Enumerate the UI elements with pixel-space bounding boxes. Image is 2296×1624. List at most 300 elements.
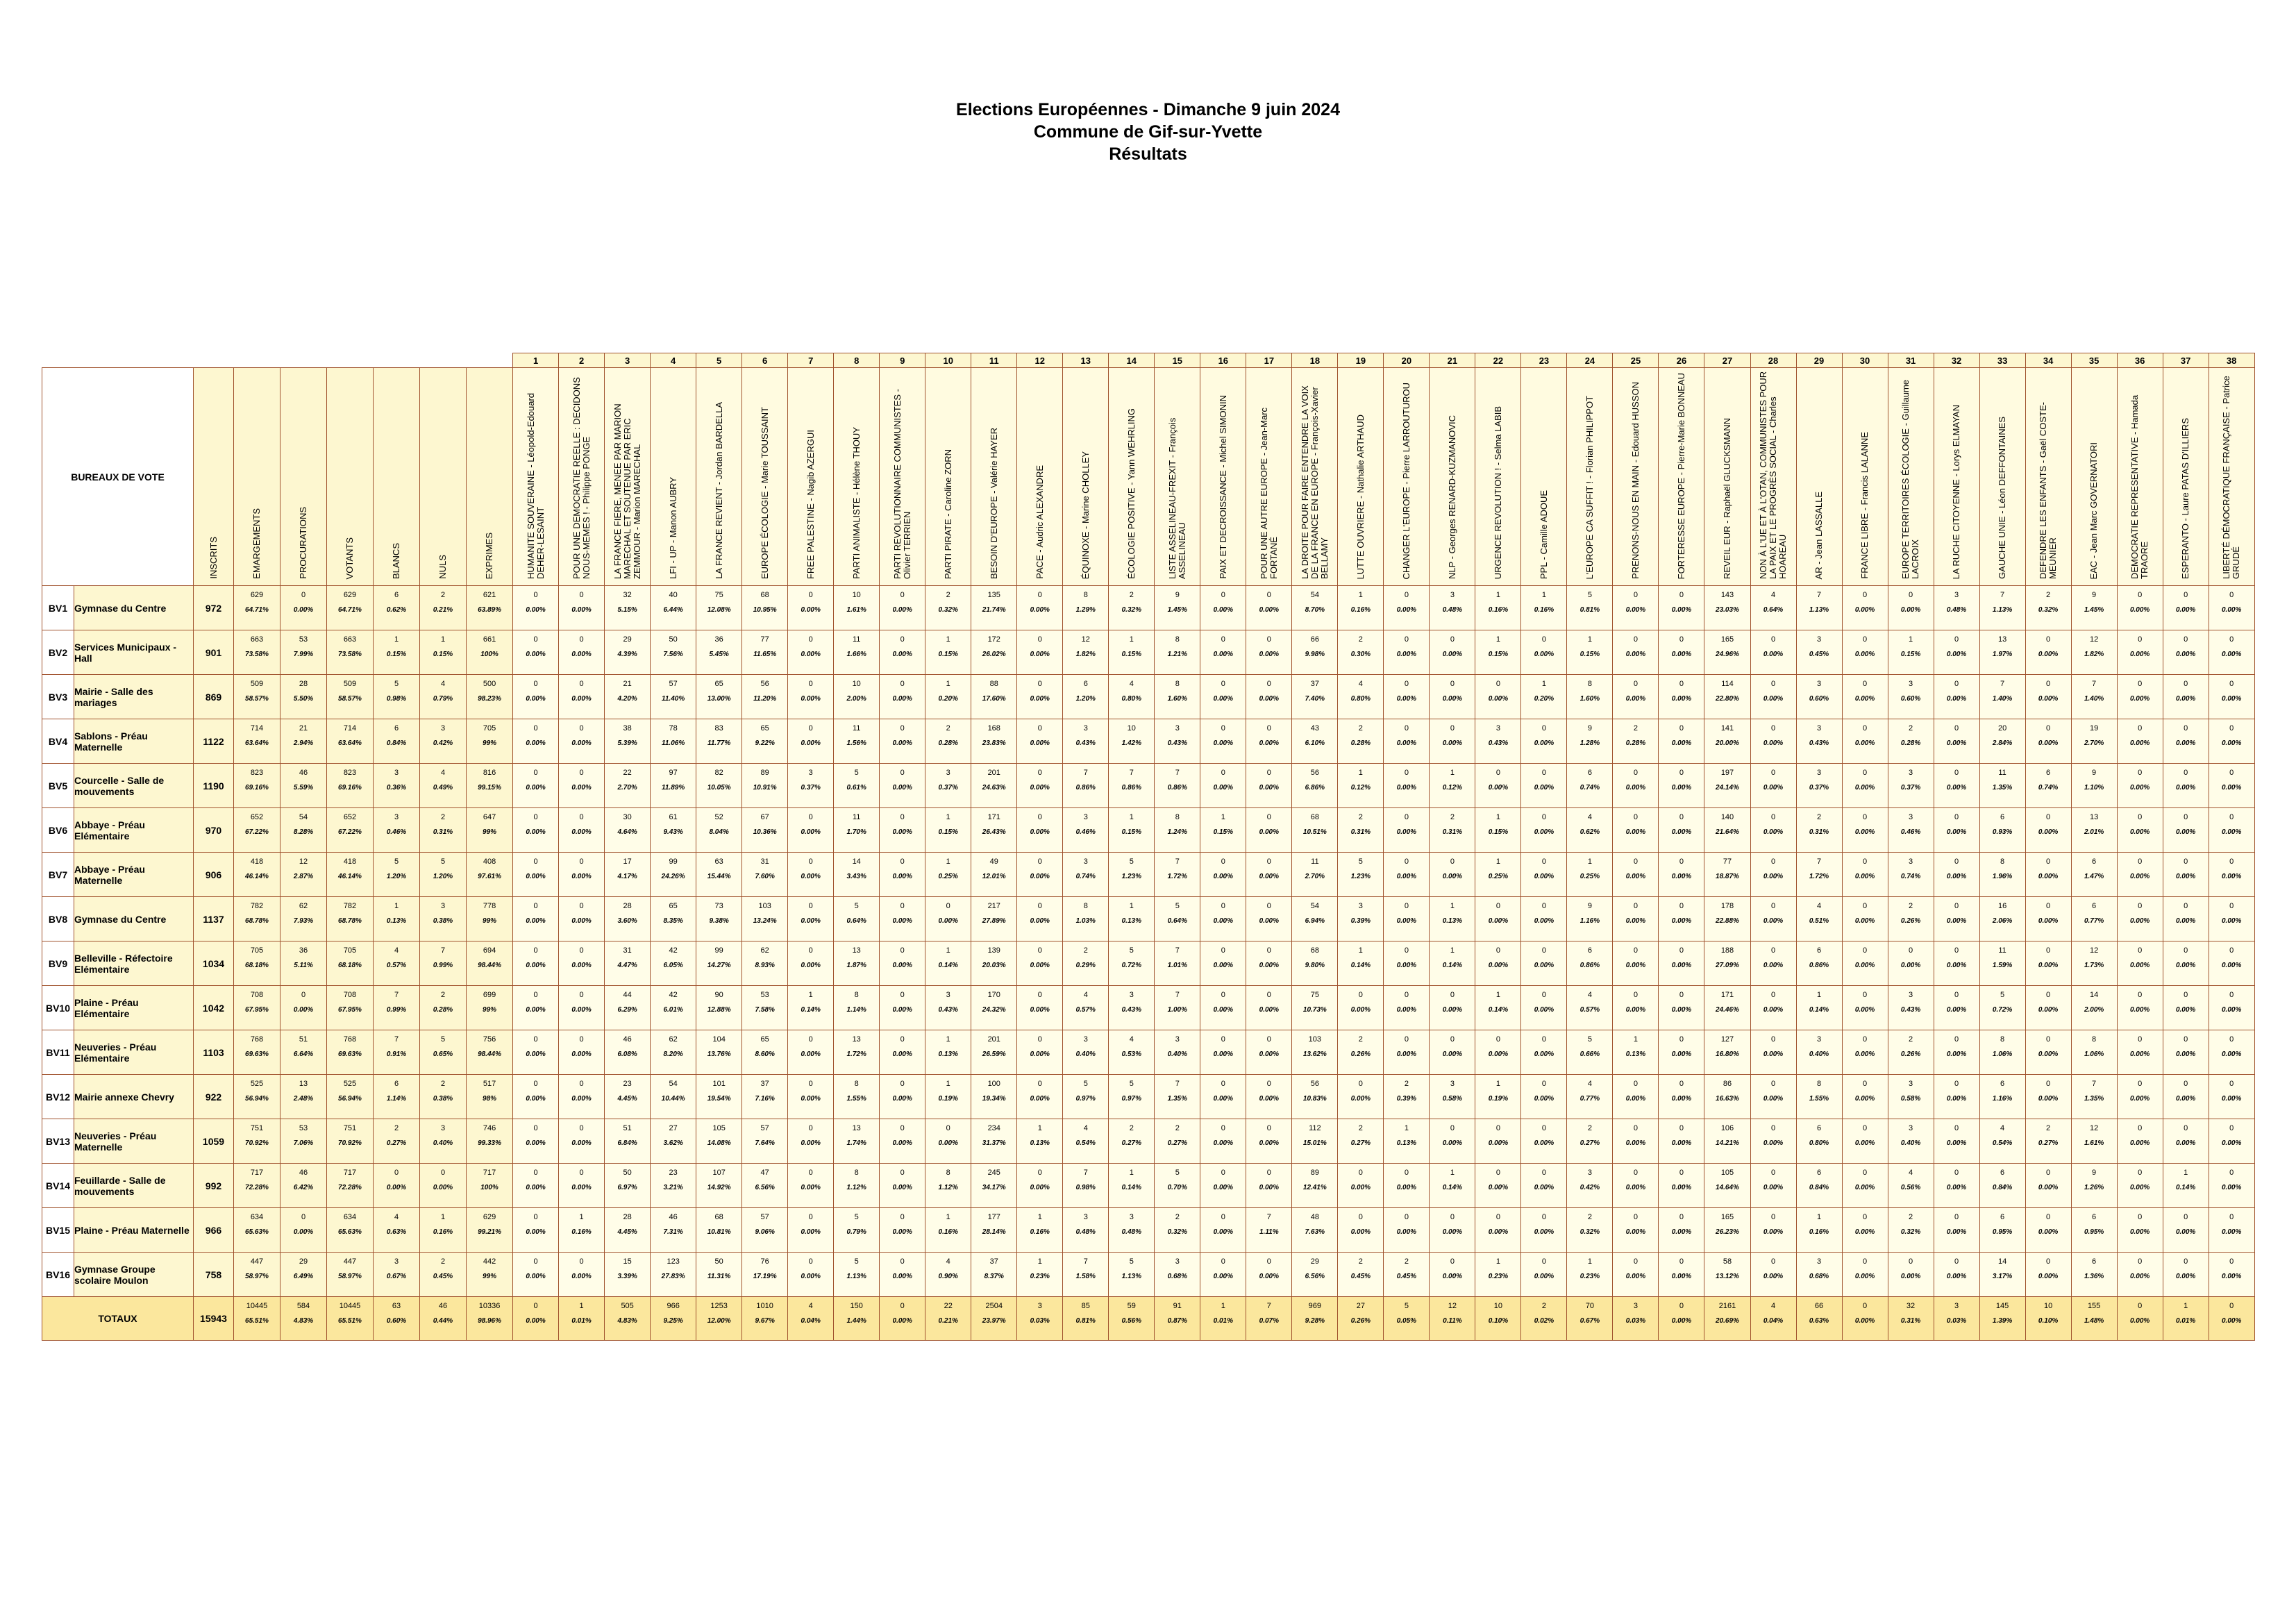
result-cell [1384,630,1430,675]
result-cell [1338,853,1384,897]
result-cell [234,808,280,853]
result-value: 150 [850,1302,863,1310]
result-percent: 24.96% [1716,651,1739,658]
result-value: 1 [1633,1035,1639,1044]
result-value: 0 [1679,857,1684,866]
result-percent: 0.56% [1121,1317,1141,1325]
inscrits-value: 966 [194,1208,234,1253]
list-number: 25 [1613,353,1659,368]
result-cell [1521,897,1567,941]
result-percent: 0.00% [892,1184,912,1191]
result-value: 10445 [339,1302,361,1310]
result-value: 2161 [1718,1302,1736,1310]
result-value: 0 [2138,1124,2143,1132]
table-row [42,1075,2255,1119]
result-cell [280,764,327,808]
result-cell [788,853,834,897]
result-cell [2025,986,2071,1030]
result-value: 0 [1862,1213,1868,1221]
list-column-label: EAC - Jean Marc GOVERNATORI [2088,442,2100,579]
result-percent: 13.00% [707,695,731,703]
result-cell [1155,675,1200,719]
result-value: 46 [438,1302,448,1310]
result-percent: 0.00% [571,1006,592,1014]
result-value: 0 [1221,1257,1225,1266]
result-cell [2117,853,2163,897]
result-value: 61 [669,813,678,821]
result-percent: 68.18% [338,962,362,969]
stat-column-header [280,368,327,586]
result-value: 0 [1358,991,1363,999]
result-value: 0 [579,1257,584,1266]
result-value: 0 [1633,1124,1639,1132]
inscrits-value: 992 [194,1164,234,1208]
result-percent: 0.28% [938,739,958,747]
list-number: 8 [834,353,880,368]
result-cell [651,808,696,853]
result-cell [1567,675,1613,719]
result-value: 5 [1404,1302,1409,1310]
result-value: 0 [2229,724,2234,733]
list-column-header [605,368,651,586]
result-percent: 0.77% [2084,917,2104,925]
result-percent: 0.00% [2175,1006,2196,1014]
result-value: 0 [1679,724,1684,733]
result-value: 0 [808,1169,813,1177]
stat-column-header [374,368,420,586]
result-cell [1292,630,1338,675]
stat-column-label: NULS [437,555,448,579]
result-cell [1750,764,1796,808]
result-cell [1842,1119,1888,1164]
result-value: 0 [1954,813,1959,821]
result-value: 0 [1633,635,1639,644]
result-cell [925,719,971,764]
result-cell [2209,586,2254,630]
result-percent: 0.00% [892,1317,912,1325]
result-percent: 1.82% [2084,651,2104,658]
result-value: 0 [808,946,813,955]
result-value: 0 [1495,769,1500,777]
result-percent: 0.01% [571,1317,592,1325]
result-cell [467,1297,513,1341]
result-percent: 1.58% [1075,1273,1096,1280]
result-percent: 0.16% [1488,606,1509,614]
result-value: 751 [250,1124,264,1132]
result-value: 3 [1083,1035,1088,1044]
result-cell [1384,808,1430,853]
result-percent: 0.00% [1213,1184,1233,1191]
list-column-label: EUROPE TERRITOIRES ÉCOLOGIE - Guillaume LACROIX [1900,379,1921,579]
result-cell [1613,586,1659,630]
result-value: 1 [1358,591,1363,599]
result-value: 0 [2046,991,2051,999]
result-value: 1010 [756,1302,773,1310]
result-value: 4 [1083,991,1088,999]
result-value: 0 [1633,591,1639,599]
results-table [42,353,2255,1341]
result-cell [1246,1030,1292,1075]
list-column-label: LUTTE OUVRIERE - Nathalie ARTHAUD [1355,414,1366,579]
result-cell [880,1164,925,1208]
result-cell [1200,1075,1246,1119]
result-cell [788,897,834,941]
result-cell [1338,719,1384,764]
result-cell [1017,630,1063,675]
result-percent: 0.00% [2129,917,2150,925]
result-cell [467,719,513,764]
result-cell [1521,808,1567,853]
result-cell [374,1253,420,1297]
inscrits-value: 1103 [194,1030,234,1075]
result-value: 6 [2046,769,2051,777]
result-cell [1338,1297,1384,1341]
result-value: 13 [1997,635,2007,644]
result-percent: 0.68% [1809,1273,1829,1280]
result-cell [1888,586,1934,630]
result-value: 0 [1541,1257,1546,1266]
result-percent: 0.26% [1900,917,1921,925]
list-number: 3 [605,353,651,368]
result-percent: 0.32% [2038,606,2059,614]
result-value: 12 [1081,635,1090,644]
result-cell [971,808,1017,853]
result-cell [1704,586,1750,630]
result-cell [971,853,1017,897]
list-column-header [513,368,559,586]
result-cell [513,630,559,675]
result-value: 5 [1129,857,1134,866]
result-cell [1704,1253,1750,1297]
result-percent: 1.39% [1992,1317,2013,1325]
result-percent: 12.08% [707,606,731,614]
result-percent: 0.00% [1442,1050,1463,1058]
result-value: 0 [1541,902,1546,910]
result-value: 0 [1037,857,1042,866]
result-cell [420,1253,467,1297]
result-percent: 0.00% [1763,917,1784,925]
result-percent: 0.00% [1259,695,1280,703]
bureau-name: Belleville - Réfectoire Elémentaire [74,941,194,986]
result-percent: 0.00% [1259,828,1280,836]
result-percent: 0.00% [1213,1095,1233,1103]
result-value: 2 [440,991,446,999]
result-percent: 1.16% [1579,917,1600,925]
result-value: 442 [483,1257,496,1266]
result-percent: 5.50% [293,695,314,703]
result-cell [834,586,880,630]
list-number: 24 [1567,353,1613,368]
result-cell [2117,1253,2163,1297]
result-value: 2 [1404,1257,1409,1266]
result-value: 0 [1266,1124,1271,1132]
result-percent: 9.80% [1305,962,1325,969]
result-value: 966 [667,1302,680,1310]
result-cell [696,1030,742,1075]
result-percent: 0.00% [2221,651,2242,658]
result-percent: 0.00% [2175,1139,2196,1147]
list-column-label: NON À L'UE ET À L'OTAN, COMMUNISTES POUR LA PAIX ET LE PROGRÈS SOCIAL - Charles HOAREAU [1758,371,1788,579]
result-percent: 0.00% [1442,695,1463,703]
bureau-code: BV9 [42,941,74,986]
result-percent: 0.43% [1900,1006,1921,1014]
result-value: 6 [1816,946,1822,955]
result-cell [1979,719,2025,764]
result-value: 0 [1541,1035,1546,1044]
result-cell [1842,719,1888,764]
result-cell [834,1119,880,1164]
result-value: 768 [343,1035,357,1044]
result-cell [880,1253,925,1297]
result-value: 4 [2000,1124,2005,1132]
result-value: 4 [1587,1080,1592,1088]
result-value: 3 [946,769,950,777]
result-cell [1567,853,1613,897]
result-cell [2209,941,2254,986]
result-cell [1796,1119,1842,1164]
result-percent: 0.23% [1579,1273,1600,1280]
result-percent: 0.16% [1809,1228,1829,1236]
result-value: 0 [1862,813,1868,821]
result-cell [1567,941,1613,986]
result-cell [420,808,467,853]
result-value: 0 [301,591,306,599]
result-cell [1017,808,1063,853]
result-percent: 0.86% [1167,784,1187,792]
result-cell [1521,764,1567,808]
result-cell [1567,1075,1613,1119]
result-value: 0 [1221,857,1225,866]
result-cell [1659,1075,1704,1119]
result-cell [1384,853,1430,897]
result-value: 10 [1127,724,1136,733]
result-cell [1659,1253,1704,1297]
result-percent: 0.00% [1534,962,1555,969]
result-percent: 98.44% [478,962,501,969]
result-value: 3 [1908,1124,1913,1132]
list-column-header [1750,368,1796,586]
result-cell [1659,1030,1704,1075]
result-cell [420,719,467,764]
result-percent: 1.10% [2084,784,2104,792]
result-cell [605,941,651,986]
result-cell [1384,764,1430,808]
result-percent: 0.16% [1350,606,1371,614]
result-value: 714 [343,724,357,733]
result-cell [1567,1164,1613,1208]
result-value: 0 [808,724,813,733]
result-value: 2 [2046,591,2051,599]
result-percent: 24.32% [982,1006,1006,1014]
result-percent: 0.46% [1075,828,1096,836]
result-percent: 0.27% [1579,1139,1600,1147]
result-value: 0 [1450,857,1455,866]
result-cell [2117,1164,2163,1208]
result-value: 4 [394,946,399,955]
result-cell [559,1164,605,1208]
result-cell [1475,630,1521,675]
result-cell [559,764,605,808]
result-percent: 0.14% [938,962,958,969]
result-percent: 0.00% [1442,651,1463,658]
result-value: 0 [946,1124,950,1132]
result-percent: 1.87% [846,962,866,969]
result-cell [1842,586,1888,630]
result-percent: 72.28% [338,1184,362,1191]
result-value: 3 [1908,680,1913,688]
result-percent: 11.65% [753,651,777,658]
result-percent: 0.00% [1763,1273,1784,1280]
result-cell [742,1208,788,1253]
column-header-row [42,368,2255,586]
result-percent: 0.27% [1350,1139,1371,1147]
result-percent: 10.83% [1302,1095,1327,1103]
result-value: 0 [1266,635,1271,644]
result-value: 629 [483,1213,496,1221]
result-percent: 0.00% [2221,1184,2242,1191]
bureau-name: Gymnase du Centre [74,897,194,941]
result-cell [1200,1119,1246,1164]
result-cell [1842,1164,1888,1208]
inscrits-value: 970 [194,808,234,853]
result-value: 0 [579,946,584,955]
result-percent: 0.00% [1854,1050,1875,1058]
result-percent: 0.00% [1488,962,1509,969]
result-percent: 0.11% [1443,1317,1462,1325]
result-percent: 0.48% [1442,606,1463,614]
result-value: 11 [1311,857,1319,866]
result-cell [1430,897,1475,941]
result-value: 0 [1221,635,1225,644]
result-cell [1842,1208,1888,1253]
result-cell [1750,1253,1796,1297]
result-value: 708 [250,991,264,999]
result-cell [1246,941,1292,986]
result-value: 0 [1404,635,1409,644]
result-value: 12 [1448,1302,1457,1310]
result-value: 2 [1358,813,1363,821]
result-cell [834,1208,880,1253]
result-value: 6 [2092,1213,2097,1221]
result-value: 7 [1266,1213,1271,1221]
result-cell [1338,764,1384,808]
result-percent: 99% [483,1006,497,1014]
result-value: 2 [1129,1124,1134,1132]
result-cell [513,1075,559,1119]
result-percent: 13.24% [753,917,777,925]
result-cell [1384,1208,1430,1253]
result-percent: 0.93% [1992,828,2013,836]
result-cell [559,675,605,719]
result-percent: 0.00% [1488,784,1509,792]
result-value: 0 [1862,680,1868,688]
result-cell [1934,853,1979,897]
result-cell [1109,764,1155,808]
result-percent: 0.31% [433,828,453,836]
result-value: 0 [1266,769,1271,777]
result-cell [1430,1030,1475,1075]
result-value: 0 [579,857,584,866]
result-value: 0 [2046,1257,2051,1266]
result-cell [1475,1030,1521,1075]
result-cell [1475,941,1521,986]
result-cell [1979,853,2025,897]
result-cell [1659,586,1704,630]
result-percent: 0.00% [801,1184,821,1191]
result-value: 1 [394,902,399,910]
result-percent: 0.01% [1213,1317,1233,1325]
result-value: 0 [1541,769,1546,777]
table-row [42,1253,2255,1297]
result-cell [467,675,513,719]
result-cell [1613,1297,1659,1341]
result-cell [1155,853,1200,897]
bureau-code: BV10 [42,986,74,1030]
result-value: 8 [2000,1035,2005,1044]
result-percent: 0.49% [433,784,453,792]
result-value: 0 [1221,680,1225,688]
result-percent: 0.01% [2175,1317,2196,1325]
result-value: 5 [394,680,399,688]
result-cell [742,1030,788,1075]
result-percent: 0.00% [1534,1273,1555,1280]
list-column-label: PARTI REVOLUTIONNAIRE COMMUNISTES - Olivier TERRIEN [891,389,912,579]
result-percent: 99% [483,739,497,747]
result-percent: 23.97% [982,1317,1006,1325]
result-value: 0 [2138,724,2143,733]
result-percent: 0.13% [1030,1139,1050,1147]
result-cell [880,630,925,675]
result-cell [834,941,880,986]
result-percent: 0.00% [1488,1050,1509,1058]
result-value: 4 [1770,1302,1776,1310]
result-cell [925,1075,971,1119]
result-cell [1979,1075,2025,1119]
result-percent: 0.03% [1030,1317,1050,1325]
result-percent: 0.00% [1854,962,1875,969]
result-cell [2163,1075,2209,1119]
result-percent: 1.03% [1075,917,1096,925]
result-cell [234,1164,280,1208]
result-value: 4 [1908,1169,1913,1177]
result-value: 0 [2184,991,2188,999]
result-percent: 1.97% [1992,651,2013,658]
result-value: 0 [2184,1257,2188,1266]
list-column-label: GAUCHE UNIE - Léon DEFFONTAINES [1997,417,2008,579]
result-value: 0 [1633,946,1639,955]
result-value: 0 [1404,991,1409,999]
result-cell [2209,719,2254,764]
result-cell [971,986,1017,1030]
list-number: 4 [651,353,696,368]
result-percent: 0.14% [1809,1006,1829,1014]
result-percent: 0.00% [1350,1095,1371,1103]
result-percent: 1.23% [1121,873,1141,880]
result-percent: 1.45% [1167,606,1187,614]
result-value: 67 [760,813,769,821]
result-value: 51 [623,1124,632,1132]
result-cell [327,1164,374,1208]
result-percent: 1.40% [1992,695,2013,703]
result-percent: 1.96% [1992,873,2013,880]
result-percent: 15.44% [707,873,731,880]
result-cell [1613,675,1659,719]
result-cell [1246,719,1292,764]
list-column-header [1338,368,1384,586]
result-percent: 0.00% [2129,962,2150,969]
result-percent: 7.99% [293,651,314,658]
result-percent: 0.00% [526,1184,546,1191]
